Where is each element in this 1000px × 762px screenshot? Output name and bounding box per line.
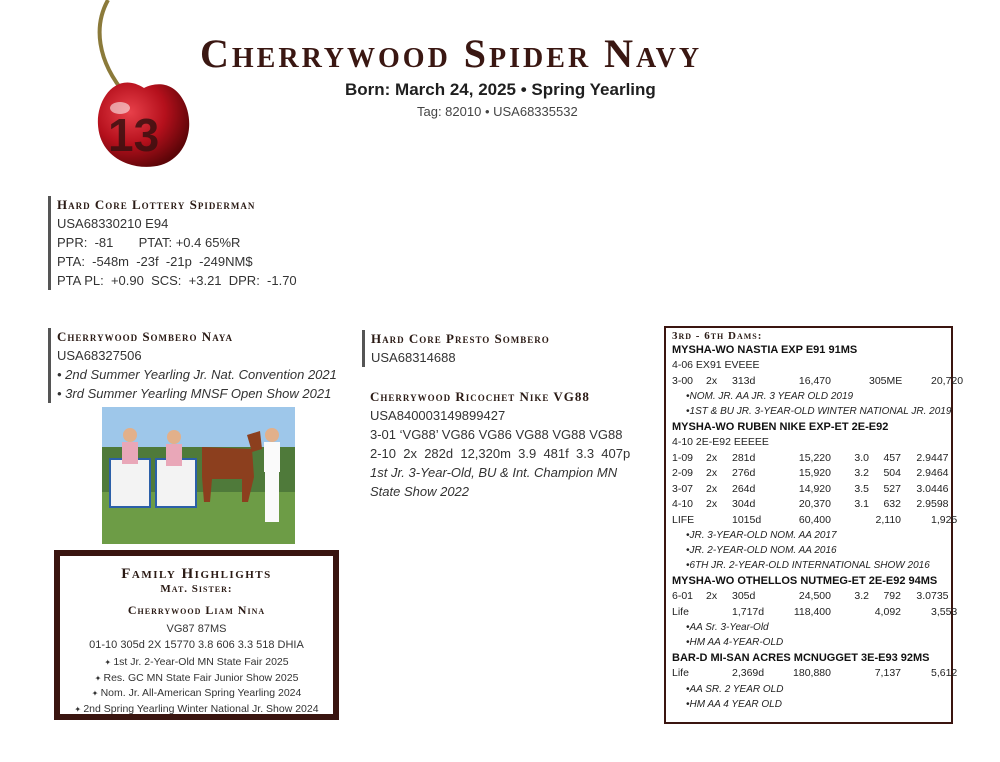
show-photo (102, 407, 295, 544)
dam-record-cell: 20,370 (798, 498, 831, 510)
maternal-grandsire-name: Hard Core Presto Sombero (371, 331, 550, 346)
dam-record-cell: 1,717d (732, 605, 765, 618)
dam-record-cell (901, 513, 931, 529)
sister-name: Cherrywood Liam Nina (127, 603, 266, 617)
dam-record-cell: 5,612 (931, 667, 958, 679)
dam-record-cell: 3.1 (854, 498, 869, 510)
dam-record-cell: 6-01 (672, 590, 694, 602)
dam-award: • JR. 3-YEAR-OLD NOM. AA 2017 (686, 528, 945, 543)
dam-record-cell: Life (672, 667, 689, 679)
dam-record-cell: 504 (883, 467, 901, 479)
dam-record-cell: 1,925 (931, 513, 958, 526)
dam-record-row (672, 482, 949, 498)
dam-record-cell: LIFE (672, 513, 695, 526)
maternal-granddam-registration: USA840003149899427 (370, 408, 506, 423)
dam-record-cell (831, 605, 869, 621)
dam-record-cell (831, 513, 869, 529)
dam-record-cell: 60,400 (798, 513, 831, 526)
family-highlights-heading: Family Highlights (121, 566, 272, 582)
dam-record-cell (901, 374, 931, 390)
sire-pta-pl: PTA PL: +0.90 SCS: +3.21 DPR: -1.70 (57, 273, 297, 288)
sire-block (48, 196, 297, 290)
animal-name-title: Cherrywood Spider Navy (200, 31, 703, 76)
dam-name: Cherrywood Sombero Naya (57, 329, 234, 344)
tag-number: Tag: 82010 • USA68335532 (417, 104, 578, 119)
dam-record-cell (901, 666, 931, 682)
dam-record-cell: 2.9 (916, 451, 931, 464)
sister-award: ✦ Res. GC MN State Fair Junior Show 2025 (60, 671, 333, 687)
dam-record-cell: 3.0 (854, 451, 869, 464)
dam-record-row (672, 605, 958, 621)
lot-number: 13 (108, 109, 160, 161)
dam-awards (672, 620, 945, 650)
dam-entry-name: MYSHA-WO OTHELLOS NUTMEG-ET 2E-E92 94MS (672, 575, 938, 587)
dam-registration: USA68327506 (57, 348, 142, 363)
dam-classification: 4-10 2E-E92 EEEEE (672, 436, 769, 448)
dam-record-cell (901, 605, 931, 621)
dam-record-cell: 180,880 (793, 667, 831, 679)
dam-block (48, 328, 337, 403)
dam-award: • JR. 2-YEAR-OLD NOM. AA 2016 (686, 543, 945, 558)
maternal-grandsire-block (362, 330, 550, 367)
dam-award: • NOM. JR. AA JR. 3 YEAR OLD 2019 (686, 389, 945, 404)
maternal-granddam-note: 1st Jr. 3-Year-Old, BU & Int. Champion MN State Show 2022 (370, 465, 618, 499)
sire-pta: PTA: -548m -23f -21p -249NM$ (57, 254, 253, 269)
dam-record-row (672, 466, 949, 482)
dam-record-cell: 15,920 (798, 467, 831, 479)
dam-record-cell: 2.9 (916, 467, 931, 479)
dam-record-cell: 4-10 (672, 498, 694, 510)
dam-record-cell: 4,092 (874, 605, 901, 618)
dam-record-cell: 14,920 (798, 482, 831, 495)
dam-record-cell: 3.0 (916, 482, 931, 495)
dam-record-cell: 305d (732, 590, 756, 602)
dam-record-cell: 3,553 (931, 605, 958, 618)
dam-record-cell: 598 (931, 498, 949, 510)
dam-award: • AA SR. 2 YEAR OLD (686, 682, 945, 697)
dam-record-cell: 7,137 (874, 667, 901, 679)
birth-date: Born: March 24, 2025 • Spring Yearling (345, 80, 656, 99)
dam-record-cell: 3.2 (854, 467, 869, 479)
dam-awards (672, 389, 952, 419)
dam-entry-name: BAR-D MI-SAN ACRES MCNUGGET 3E-E93 92MS (672, 652, 930, 664)
dam-record-cell: 2,369d (732, 667, 765, 679)
sister-award: ✦ Nom. Jr. All-American Spring Yearling 2024 (60, 686, 333, 702)
dam-record-cell: 3.0 (916, 590, 931, 602)
sire-registration: USA68330210 E94 (57, 216, 169, 231)
dam-record-cell: 281d (732, 451, 756, 464)
dam-record-row (672, 666, 958, 682)
family-highlights-subheading: Mat. Sister: (160, 583, 233, 595)
sister-award: ✦ 1st Jr. 2-Year-Old MN State Fair 2025 (60, 655, 333, 671)
dam-classification: 4-06 EX91 EVEEE (672, 359, 760, 371)
dam-record-row (672, 589, 949, 605)
dam-record-cell: 305ME (869, 374, 903, 387)
dam-record-cell: 3-00 (672, 374, 694, 387)
maternal-granddam-classification: 3-01 ‘VG88’ VG86 VG86 VG88 VG88 VG88 (370, 427, 623, 442)
dam-record-cell: 735 (931, 590, 949, 602)
dam-record-cell: 527 (883, 482, 901, 495)
dams-box (664, 326, 964, 724)
dam-entry-name: MYSHA-WO RUBEN NIKE EXP-ET 2E-E92 (672, 421, 889, 433)
dam-award: • AA Sr. 3-Year-Old (686, 620, 945, 635)
dam-award: • HM AA 4 YEAR OLD (686, 697, 945, 712)
dam-record-cell: 16,470 (798, 374, 831, 387)
dam-awards (672, 528, 945, 573)
dam-record-cell: 313d (732, 374, 756, 387)
dam-note: • 3rd Summer Yearling MNSF Open Show 2021 (57, 386, 332, 401)
dam-record-cell: 20,720 (931, 374, 964, 387)
dam-record-cell: 2x (706, 451, 718, 464)
maternal-granddam-block (370, 388, 645, 501)
dam-note: • 2nd Summer Yearling Jr. Nat. Convention 2021 (57, 367, 337, 382)
dams-heading: 3rd - 6th Dams: (672, 330, 763, 342)
dam-record-cell: 3-07 (672, 482, 694, 495)
dam-record-cell (706, 513, 732, 529)
dam-record-cell: 457 (883, 451, 901, 464)
dam-record-cell: 2x (706, 374, 718, 387)
dam-awards (672, 682, 945, 712)
maternal-grandsire-registration: USA68314688 (371, 350, 456, 365)
dam-record-cell: 15,220 (798, 451, 831, 464)
dam-record-cell: 264d (732, 482, 756, 495)
dam-entry-name: MYSHA-WO NASTIA EXP E91 91MS (672, 344, 858, 356)
dam-record-cell: 632 (883, 498, 901, 510)
dam-record-cell: 2x (706, 498, 718, 510)
sister-award: ✦ 2nd Spring Yearling Winter National Jr. Show 2024 (60, 702, 333, 718)
sire-name: Hard Core Lottery Spiderman (57, 197, 256, 212)
dam-record-cell: 2x (706, 482, 718, 495)
dam-record-cell: 464 (931, 467, 949, 479)
dam-record-row (672, 374, 964, 390)
dam-record-cell: 24,500 (798, 590, 831, 602)
dam-record-cell: 1-09 (672, 451, 694, 464)
maternal-granddam-name: Cherrywood Ricochet Nike VG88 (370, 389, 590, 404)
dam-record-row (672, 513, 958, 529)
dam-record-cell: 2x (706, 590, 718, 602)
sister-record: 01-10 305d 2X 15770 3.8 606 3.3 518 DHIA (89, 639, 304, 651)
sire-ppr: PPR: -81 PTAT: +0.4 65%R (57, 235, 241, 250)
dam-record-cell: 1015d (732, 513, 762, 526)
dam-record-cell (831, 374, 869, 390)
dam-record-cell (706, 605, 732, 621)
sister-classification: VG87 87MS (166, 623, 227, 635)
dam-record-cell: 447 (931, 451, 949, 464)
dam-record-row (672, 497, 949, 513)
dam-record-cell: 2.9 (916, 498, 931, 510)
dam-record-cell: 2,110 (875, 513, 901, 526)
dam-record-row (672, 451, 949, 467)
dam-record-cell: 3.5 (854, 482, 869, 495)
dam-record-cell: 3.2 (854, 590, 869, 602)
dam-award: • HM AA 4-YEAR-OLD (686, 635, 945, 650)
dam-award: • 1ST & BU JR. 3-YEAR-OLD WINTER NATIONAL JR. 2019 (686, 404, 945, 419)
dam-record-cell (831, 666, 869, 682)
dam-record-cell: 276d (732, 467, 756, 479)
maternal-granddam-record: 2-10 2x 282d 12,320m 3.9 481f 3.3 407p (370, 446, 631, 461)
dam-record-cell: 2-09 (672, 467, 694, 479)
dam-record-cell: 2x (706, 467, 718, 479)
dam-record-cell: 792 (883, 590, 901, 602)
family-highlights-box (54, 550, 339, 720)
dam-record-cell: Life (672, 605, 689, 618)
dam-record-cell (706, 666, 732, 682)
dam-record-cell: 446 (931, 482, 949, 495)
dams-list (672, 342, 964, 712)
dam-record-cell: 118,400 (793, 605, 831, 618)
dam-record-cell: 304d (732, 498, 756, 510)
dam-award: • 6TH JR. 2-YEAR-OLD INTERNATIONAL SHOW 2016 (686, 558, 945, 573)
